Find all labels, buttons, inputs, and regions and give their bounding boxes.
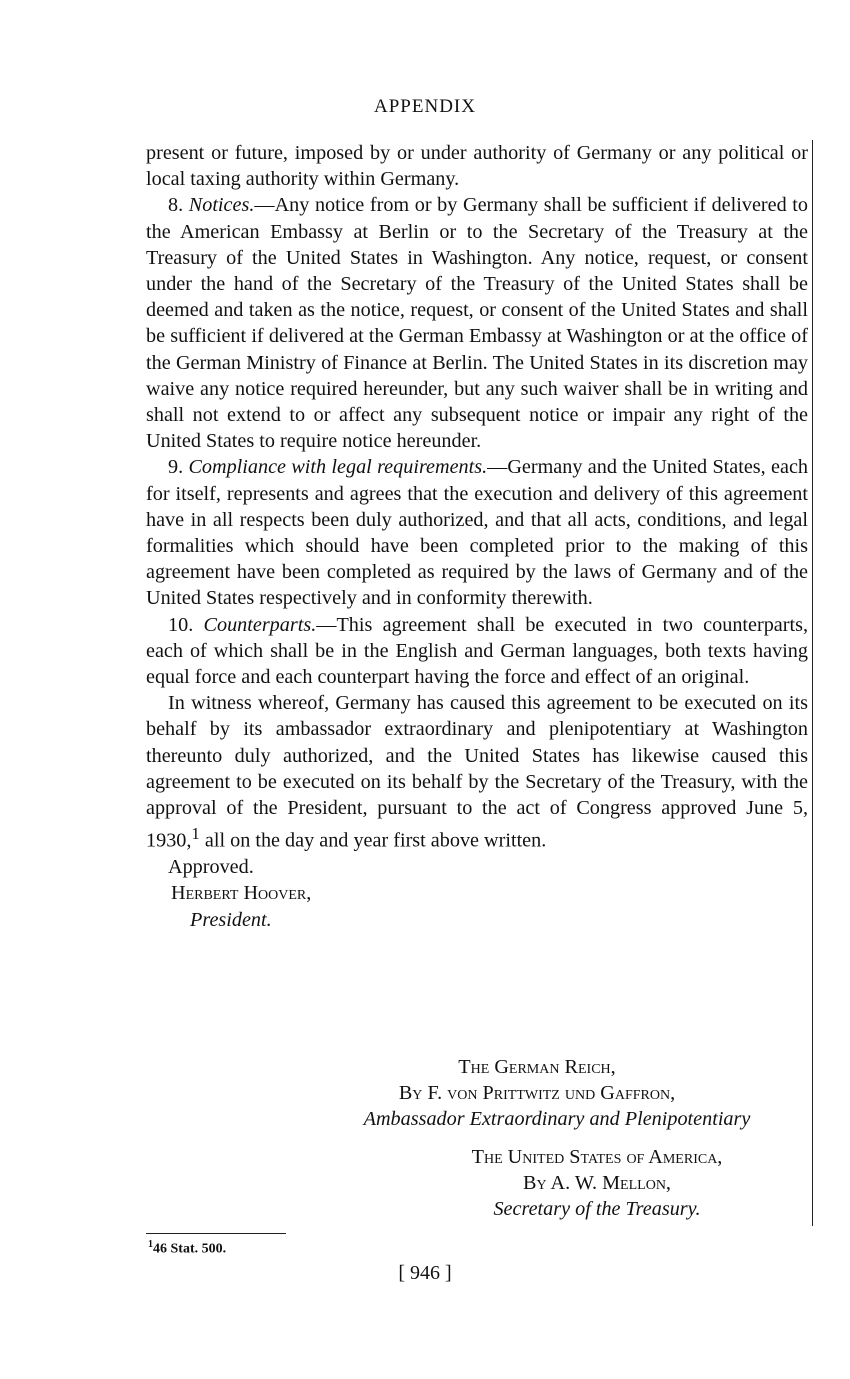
footnote-reference: 1 <box>191 824 200 844</box>
german-signature <box>146 1056 808 1131</box>
paragraph-compliance <box>146 454 808 611</box>
page-number: [ 946 ] <box>398 1262 452 1284</box>
german-signatory: By F. von Prittwitz und Gaffron, <box>398 1082 676 1104</box>
body-text <box>146 140 808 933</box>
section-text: —Any notice from or by Germany shall be sufficient if delivered to the American Embassy at Berlin or to the Secretary of the Treasury at the Treasury of the United States in Washington. Any notice, request, or consent under the hand of the Secretary of the Treasury of the United States shall be deemed and taken as the notice, request, or consent of the United States and shall be sufficient if delivered at the German Embassy at Washington or at the office of the German Ministry of Finance at Berlin. The United States in its discretion may waive any notice required hereunder, but any such waiver shall be in writing and shall not extend to or affect any subsequent notice or impair any right of the United States to require notice hereunder. <box>146 194 809 453</box>
paragraph-counterparts <box>146 612 808 691</box>
us-signatory-title: Secretary of the Treasury. <box>493 1198 701 1220</box>
witness-text: In witness whereof, Germany has caused this agreement to be executed on its behalf by its ambassador extraordinary and plenipotentiary at Washington thereunto duly authorized, and the United States has likewise caused this agreement to be executed on its behalf by the Secretary of the Treasury, with the approval of the President, pursuant to the act of Congress approved June 5, 1930, <box>146 692 808 853</box>
section-number: 9. <box>168 456 189 479</box>
section-number: 10. <box>168 613 204 636</box>
footnote <box>148 1239 226 1258</box>
president-title: President. <box>190 908 272 931</box>
section-number: 8. <box>168 194 189 217</box>
us-signatory: By A. W. Mellon, <box>523 1172 671 1194</box>
paragraph-witness <box>146 690 808 854</box>
section-text: —Germany and the United States, each for itself, represents and agrees that the execution and delivery of this agreement have in all respects been duly authorized, and that all acts, conditions, and legal formalities which should have been completed prior to the making of this agreement have been completed as required by the laws of Germany and of the United States respectively and in conformity therewith. <box>146 456 808 610</box>
paragraph-notices <box>146 192 808 454</box>
section-heading: Notices. <box>188 194 255 217</box>
witness-text-end: all on the day and year first above written. <box>199 830 547 853</box>
approved-label: Approved. <box>168 856 254 879</box>
footnote-mark: 1 <box>148 1239 153 1250</box>
president-name: Herbert Hoover, <box>171 882 312 905</box>
footnote-rule <box>146 1233 286 1234</box>
us-signature <box>146 1146 808 1221</box>
running-header: APPENDIX <box>374 96 476 117</box>
section-text: —This agreement shall be executed in two counterparts, each of which shall be in the English and German languages, both texts having equal force and each counterpart having the force and effect of an original. <box>146 613 809 689</box>
margin-rule <box>812 140 813 1226</box>
footnote-text: 46 Stat. 500. <box>153 1241 227 1257</box>
section-heading: Compliance with legal requirements. <box>188 456 488 479</box>
us-party: The United States of America, <box>471 1146 723 1168</box>
paragraph-continuation: present or future, imposed by or under authority of Germany or any political or local taxing authority within Germany. <box>146 142 808 191</box>
german-party: The German Reich, <box>458 1056 616 1078</box>
section-heading: Counterparts. <box>203 613 317 636</box>
german-signatory-title: Ambassador Extraordinary and Plenipotentiary <box>363 1108 751 1130</box>
